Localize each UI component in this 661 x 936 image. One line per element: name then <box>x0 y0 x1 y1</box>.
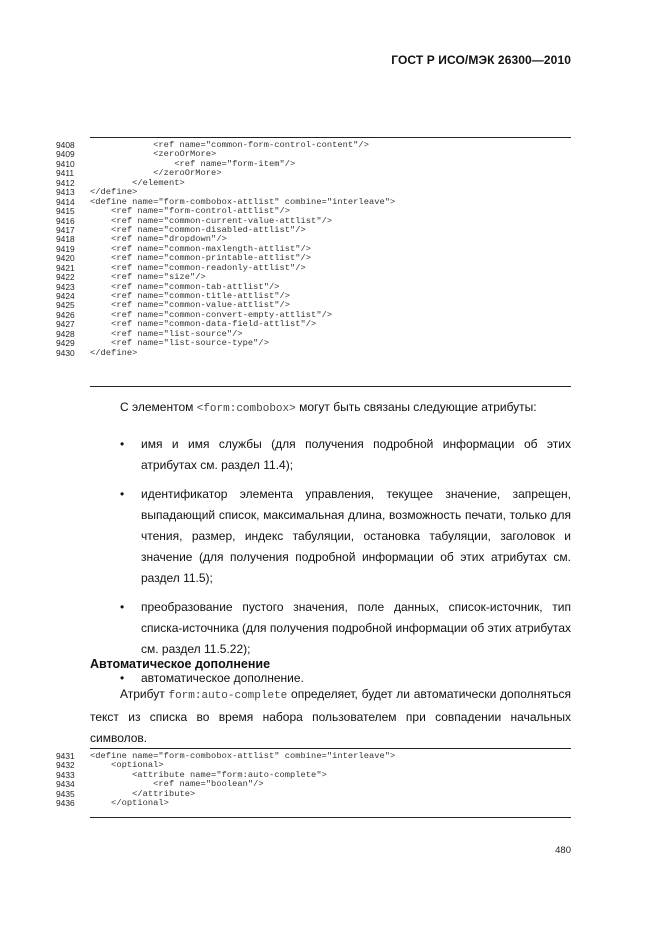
bullet-marker: • <box>120 487 125 501</box>
para-attribute-name: form:auto-complete <box>168 690 288 702</box>
line-number: 9427 <box>56 319 75 330</box>
code-text: <define name="form-combobox-attlist" combine="interleave"> <box>90 196 396 207</box>
code-text: </attribute> <box>90 788 196 799</box>
code-text: <ref name="common-convert-empty-attlist"/> <box>90 309 333 320</box>
code-text: </zeroOrMore> <box>90 168 222 179</box>
code-text: <attribute name="form:auto-complete"> <box>90 769 327 780</box>
line-number: 9429 <box>56 338 75 349</box>
line-number: 9431 <box>56 751 75 761</box>
code-text: <ref name="common-data-field-attlist"/> <box>90 319 317 330</box>
bullet-text: автоматическое дополнение. <box>141 671 304 685</box>
code-text: <optional> <box>90 760 164 771</box>
code-text: <define name="form-combobox-attlist" combine="interleave"> <box>90 751 396 761</box>
code-text: <ref name="size"/> <box>90 272 206 283</box>
line-number: 9409 <box>56 149 75 160</box>
line-number: 9422 <box>56 272 75 283</box>
line-number: 9434 <box>56 779 75 790</box>
code-text: <ref name="common-disabled-attlist"/> <box>90 224 306 235</box>
bullet-marker: • <box>120 600 125 614</box>
line-number: 9419 <box>56 243 75 254</box>
bullet-marker: • <box>120 671 125 685</box>
code-text: <ref name="common-title-attlist"/> <box>90 291 291 301</box>
line-number: 9410 <box>56 158 75 169</box>
code-text: <ref name="common-form-control-content"/> <box>90 140 369 150</box>
intro-element-name: <form:combobox> <box>196 403 296 415</box>
line-number: 9417 <box>56 224 75 235</box>
line-number: 9421 <box>56 262 75 273</box>
code-block-bottom-rule <box>90 386 571 387</box>
bullet-text: преобразование пустого значения, поле данных, список-источник, тип списка-источника (для получения подробной информации об этих атрибутах см. раздел 11.5.22); <box>141 600 571 656</box>
code-text: <ref name="common-current-value-attlist"/> <box>90 215 333 226</box>
line-number: 9424 <box>56 291 75 301</box>
bullet-marker: • <box>120 437 125 451</box>
section-paragraph <box>90 684 571 749</box>
line-number: 9416 <box>56 215 75 226</box>
code-text: <ref name="common-printable-attlist"/> <box>90 253 312 264</box>
code-text: <ref name="form-control-attlist"/> <box>90 206 291 217</box>
line-number: 9408 <box>56 140 75 150</box>
code-text: <ref name="common-tab-attlist"/> <box>90 281 280 292</box>
section-heading: Автоматическое дополнение <box>90 657 271 671</box>
para-text-after: определяет, будет ли автоматически дополняться текст из списка во время набора пользователем при совпадении начальных символов. <box>90 687 571 745</box>
code-text: </define> <box>90 347 138 358</box>
line-number: 9426 <box>56 309 75 320</box>
code-text: <zeroOrMore> <box>90 149 217 160</box>
code-block-2 <box>56 752 576 809</box>
list-item <box>90 484 571 589</box>
code-text: <ref name="list-source-type"/> <box>90 338 269 349</box>
code-text: <ref name="common-readonly-attlist"/> <box>90 262 306 273</box>
line-number: 9428 <box>56 328 75 339</box>
line-number: 9423 <box>56 281 75 292</box>
attributes-intro <box>120 397 537 420</box>
line-number: 9436 <box>56 798 75 809</box>
intro-text-before: С элементом <box>120 400 197 414</box>
code-text: <ref name="boolean"/> <box>90 779 264 790</box>
code-text: <ref name="common-maxlength-attlist"/> <box>90 243 312 254</box>
list-item <box>90 597 571 660</box>
code-line <box>56 799 576 808</box>
line-number: 9418 <box>56 234 75 245</box>
line-number: 9435 <box>56 788 75 799</box>
list-item <box>90 434 571 476</box>
code-text: <ref name="common-value-attlist"/> <box>90 300 291 311</box>
bullet-text: идентификатор элемента управления, текущее значение, запрещен, выпадающий список, максимальная длина, возможность печати, только для чтения, размер, индекс табуляции, остановка табуляции, заголовок и значение (для получения подробной информации об этих атрибутах см. раздел 11.5); <box>141 487 571 585</box>
code-block-top-rule <box>90 137 571 138</box>
line-number: 9432 <box>56 760 75 771</box>
code-text: <ref name="dropdown"/> <box>90 234 227 245</box>
line-number: 9411 <box>56 168 75 179</box>
line-number: 9413 <box>56 187 75 198</box>
code-text: <ref name="list-source"/> <box>90 328 243 339</box>
code-text: </element> <box>90 177 185 188</box>
code-block-1 <box>56 141 576 358</box>
code-block-2-bottom-rule <box>90 817 571 818</box>
line-number: 9414 <box>56 196 75 207</box>
line-number: 9425 <box>56 300 75 311</box>
intro-text-after: могут быть связаны следующие атрибуты: <box>295 400 537 414</box>
code-text: </define> <box>90 187 138 198</box>
line-number: 9412 <box>56 177 75 188</box>
code-text: </optional> <box>90 798 169 809</box>
para-text-before: Атрибут <box>120 687 169 701</box>
document-header-title: ГОСТ Р ИСО/МЭК 26300—2010 <box>391 53 571 67</box>
code-text: <ref name="form-item"/> <box>90 158 296 169</box>
page-number: 480 <box>555 845 571 856</box>
bullet-text: имя и имя службы (для получения подробной информации об этих атрибутах см. раздел 11.4); <box>141 437 571 472</box>
line-number: 9430 <box>56 347 75 358</box>
code-line <box>56 349 576 358</box>
line-number: 9415 <box>56 206 75 217</box>
line-number: 9420 <box>56 253 75 264</box>
line-number: 9433 <box>56 769 75 780</box>
code-block-2-top-rule <box>90 748 571 749</box>
